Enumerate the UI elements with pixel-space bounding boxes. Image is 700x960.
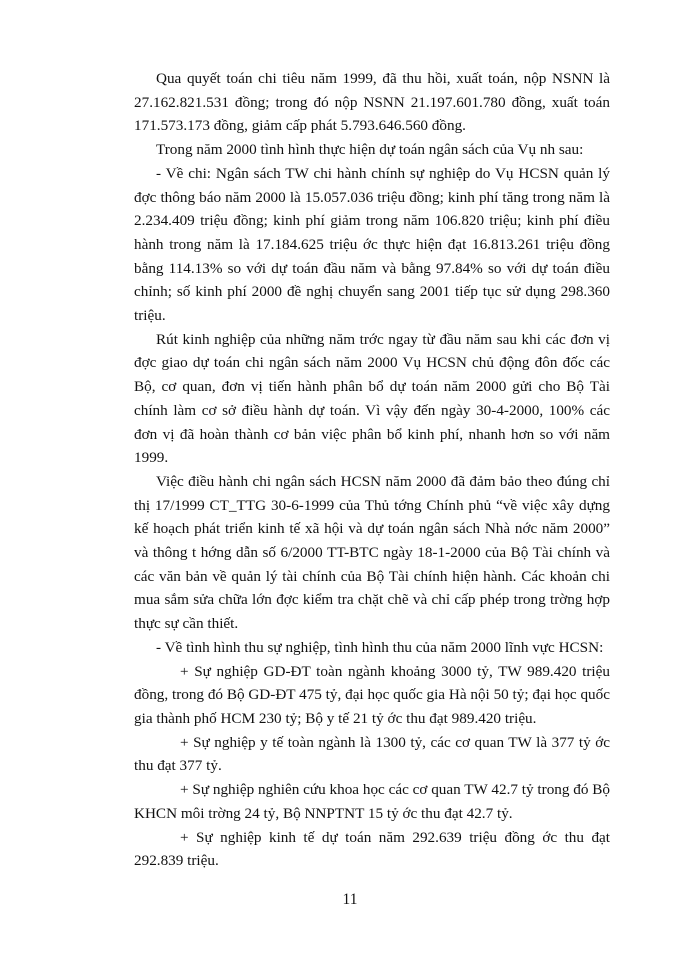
page-number: 11 [342, 891, 358, 908]
list-item-research: + Sự nghiệp nghiên cứu khoa học các cơ quan TW 42.7 tỷ trong đó Bộ KHCN môi trờng 24 tỷ, Bộ NNPTNT 15 tỷ ớc thu đạt 42.7 tỷ. [134, 781, 610, 822]
paragraph-revenue-intro: - Về tình hình thu sự nghiệp, tình hình thu của năm 2000 lĩnh vực HCSN: [156, 638, 604, 656]
paragraph-budget-2000-intro: Trong năm 2000 tình hình thực hiện dự toán ngân sách của Vụ nh sau: [156, 141, 584, 159]
paragraph-lessons-learned: Rút kinh nghiệp của những năm trớc ngay từ đầu năm sau khi các đơn vị đợc giao dự toán chi ngân sách năm 2000 Vụ HCSN chủ động đôn đốc các Bộ, cơ quan, đơn vị tiến hành phân bổ dự toán năm 2000 gửi cho Bộ Tài chính làm cơ sở điều hành dự toán. Vì vậy đến ngày 30-4-2000, 100% các đơn vị đã hoàn thành cơ bản việc phân bổ kinh phí, nhanh hơn so với năm 1999. [134, 330, 610, 467]
paragraph-expenditure: - Về chi: Ngân sách TW chi hành chính sự nghiệp do Vụ HCSN quản lý đợc thông báo năm 2000 là 15.057.036 triệu đồng; kinh phí tăng trong năm là 2.234.409 triệu đồng; kinh phí giảm trong năm 106.820 triệu; kinh phí điều hành trong năm là 17.184.625 triệu ớc thực hiện đạt 16.813.261 triệu đồng bằng 114.13% so với dự toán đầu năm và bằng 97.84% so với dự toán điều chỉnh; số kinh phí 2000 đề nghị chuyển sang 2001 tiếp tục sử dụng 298.360 triệu. [134, 164, 610, 325]
paragraph-settlement-1999: Qua quyết toán chi tiêu năm 1999, đã thu hồi, xuất toán, nộp NSNN là 27.162.821.531 đồng; trong đó nộp NSNN 21.197.601.780 đồng, xuất toán 171.573.173 đồng, giảm cấp phát 5.793.646.560 đồng. [134, 70, 610, 135]
list-item-education: + Sự nghiệp GD-ĐT toàn ngành khoảng 3000 tỷ, TW 989.420 triệu đồng, trong đó Bộ GD-ĐT 475 tỷ, đại học quốc gia Hà nội 50 tỷ; đại học quốc gia thành phố HCM 230 tỷ; Bộ y tế 21 tỷ ớc thu đạt 989.420 triệu. [134, 662, 610, 727]
paragraph-budget-management: Việc điều hành chi ngân sách HCSN năm 2000 đã đảm bảo theo đúng chỉ thị 17/1999 CT_TTG 30-6-1999 của Thủ tớng Chính phủ “về việc xây dựng kế hoạch phát triển kinh tế xã hội và dự toán ngân sách Nhà nớc năm 2000” và thông t hớng dẫn số 6/2000 TT-BTC ngày 18-1-2000 của Bộ Tài chính và các văn bản về quản lý tài chính của Bộ Tài chính hiện hành. Các khoản chi mua sắm sửa chữa lớn đợc kiểm tra chặt chẽ và chỉ cấp phép trong trờng hợp thực sự cần thiết. [134, 472, 610, 633]
list-item-health: + Sự nghiệp y tế toàn ngành là 1300 tỷ, các cơ quan TW là 377 tỷ ớc thu đạt 377 tỷ. [134, 733, 610, 775]
list-item-economic: + Sự nghiệp kinh tế dự toán năm 292.639 triệu đồng ớc thu đạt 292.839 triệu. [134, 828, 610, 870]
document-body [134, 67, 610, 873]
